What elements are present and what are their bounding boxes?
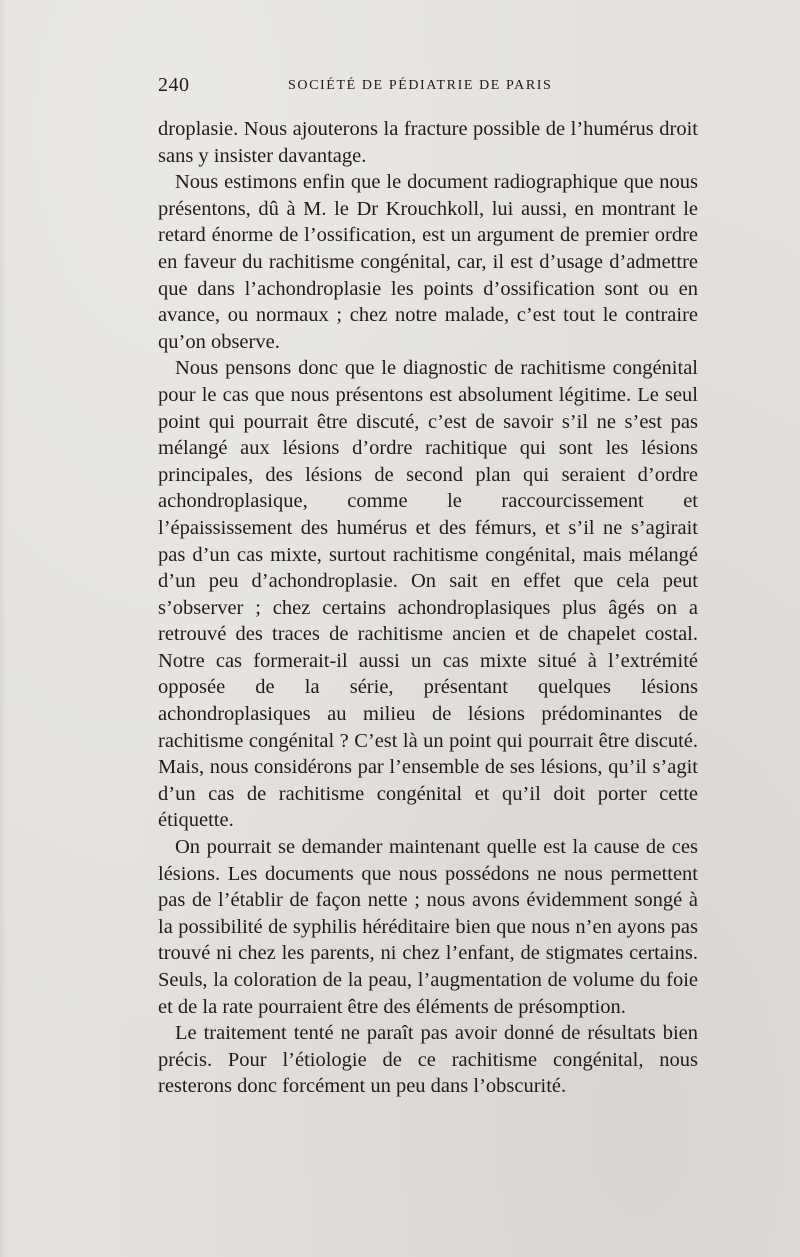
page-number: 240 (158, 74, 190, 96)
running-head (158, 74, 698, 100)
paragraph-diagnosis: Nous pensons donc que le diagnostic de rachitisme congénital pour le cas que nous présentons est absolument légitime. Le seul point qui pourrait être discuté, c’est de savoir s’il ne s’est pas mélangé aux lésions d’ordre rachitique qui sont les lésions principales, des lésions de second plan qui seraient d’ordre achondroplasique, comme le raccourcissement et l’épaississement des humérus et des fémurs, et s’il ne s’agirait pas d’un cas mixte, surtout rachitisme congénital, mais mélangé d’un peu d’achondroplasie. On sait en effet que cela peut s’observer ; chez certains achondroplasiques plus âgés on a retrouvé des traces de rachitisme ancien et de chapelet costal. Notre cas formerait-il aussi un cas mixte situé à l’extrémité opposée de la série, présentant quelques lésions achondroplasiques au milieu de lésions prédominantes de rachitisme congénital ? C’est là un point qui pourrait être discuté. Mais, nous considérons par l’ensemble de ses lésions, qu’il s’agit d’un cas de rachitisme congénital et qu’il doit porter cette étiquette. (158, 357, 698, 832)
page-edge-shadow (0, 0, 6, 1257)
running-title: SOCIÉTÉ DE PÉDIATRIE DE PARIS (288, 78, 553, 93)
paragraph-cause: On pourrait se demander maintenant quelle est la cause de ces lésions. Les documents que nous possédons ne nous permettent pas de l’établir de façon nette ; nous avons évidemment songé à la possibilité de syphilis héréditaire bien que nous n’en ayons pas trouvé ni chez les parents, ni chez l’enfant, de stigmates certains. Seuls, la coloration de la peau, l’augmentation de volume du foie et de la rate pourraient être des éléments de présomption. (158, 836, 698, 1018)
paragraph-treatment: Le traitement tenté ne paraît pas avoir donné de résultats bien précis. Pour l’étiologie de ce rachitisme congénital, nous resterons donc forcément un peu dans l’obscurité. (158, 1022, 698, 1098)
paragraph-continuation: droplasie. Nous ajouterons la fracture possible de l’humérus droit sans y insister davantage. (158, 118, 698, 167)
body-text (158, 116, 698, 1100)
paragraph-radiographic-document: Nous estimons enfin que le document radiographique que nous présentons, dû à M. le Dr Krouchkoll, lui aussi, en montrant le retard énorme de l’ossification, est un argument de premier ordre en faveur du rachitisme congénital, car, il est d’usage d’admettre que dans l’achondroplasie les points d’ossification sont ou en avance, ou normaux ; chez notre malade, c’est tout le contraire qu’on observe. (158, 171, 698, 353)
